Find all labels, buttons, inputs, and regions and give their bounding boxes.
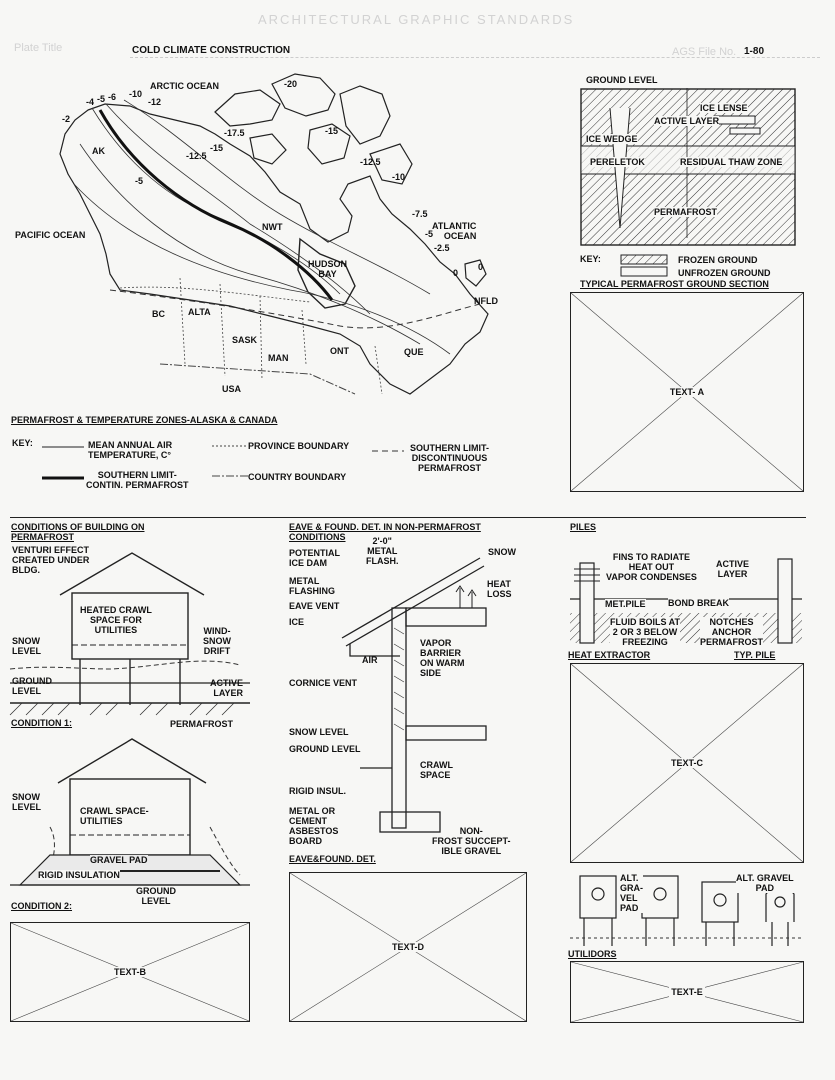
gs-residual-thaw-zone: RESIDUAL THAW ZONE <box>680 157 783 167</box>
key-southern-limit-discontinuous: SOUTHERN LIMIT- DISCONTINUOUS PERMAFROST <box>410 443 489 473</box>
text-b-placeholder <box>10 922 250 1022</box>
map-label-usa: USA <box>222 384 242 394</box>
map-label-man: MAN <box>268 353 289 363</box>
c1-active-layer: ACTIVE LAYER <box>210 678 244 698</box>
isotherm-label: -7.5 <box>412 209 428 219</box>
eave-ground-level: GROUND LEVEL <box>289 744 361 754</box>
c2-gravel-pad: GRAVEL PAD <box>90 855 148 865</box>
page-number: 1-80 <box>744 46 765 57</box>
piles-notches: NOTCHES ANCHOR PERMAFROST <box>700 617 763 647</box>
eave-potential-ice-dam: POTENTIAL ICE DAM <box>289 548 340 568</box>
permafrost-ground-section <box>580 88 796 246</box>
text-d-label: TEXT-D <box>391 942 424 952</box>
text-b-label: TEXT-B <box>113 967 146 977</box>
isotherm-label: -6 <box>108 92 117 102</box>
text-a-label: TEXT- A <box>669 387 705 397</box>
utilidors-alt-gravel-pad-1: ALT. GRA- VEL PAD <box>620 873 643 913</box>
isotherm-label: 0 <box>453 268 459 278</box>
utilidors-alt-gravel-pad-2: ALT. GRAVEL PAD <box>736 873 794 893</box>
piles-active-layer: ACTIVE LAYER <box>716 559 750 579</box>
map-label-nwt: NWT <box>262 222 283 232</box>
c2-rigid-insulation: RIGID INSULATION <box>38 870 120 880</box>
key-province-boundary: PROVINCE BOUNDARY <box>248 441 350 451</box>
c2-snow-level: SNOW LEVEL <box>12 792 42 812</box>
isotherm-label: -5 <box>135 176 144 186</box>
gs-ground-level: GROUND LEVEL <box>586 75 658 85</box>
eave-crawl-space: CRAWL SPACE <box>420 760 453 780</box>
gs-caption: TYPICAL PERMAFROST GROUND SECTION <box>580 279 769 289</box>
map-caption: PERMAFROST & TEMPERATURE ZONES-ALASKA & CANADA <box>11 415 278 425</box>
eave-vapor-barrier: VAPOR BARRIER ON WARM SIDE <box>420 638 465 678</box>
map-label-pacific-ocean: PACIFIC OCEAN <box>15 230 86 240</box>
c1-permafrost: PERMAFROST <box>170 719 233 729</box>
gs-permafrost: PERMAFROST <box>654 207 717 217</box>
piles-fluid-boils: FLUID BOILS AT 2 OR 3 BELOW FREEZING <box>610 617 680 647</box>
eave-ice: ICE <box>289 617 305 627</box>
map-label-arctic-ocean: ARCTIC OCEAN <box>150 81 219 91</box>
isotherm-label: -15 <box>325 126 339 136</box>
c1-venturi-effect: VENTURI EFFECT CREATED UNDER BLDG. <box>12 545 90 575</box>
map-label-alta: ALTA <box>188 307 211 317</box>
key-boundary-samples <box>210 440 250 482</box>
text-d-placeholder <box>289 872 527 1022</box>
eave-caption-2: EAVE&FOUND. DET. <box>289 854 376 864</box>
isotherm-label: -2.5 <box>434 243 450 253</box>
text-e-label: TEXT-E <box>671 987 703 997</box>
isotherm-label: 0 <box>478 262 484 272</box>
piles-bond-break: BOND BREAK <box>668 598 730 608</box>
map-label-nfld: NFLD <box>474 296 498 306</box>
isotherm-label: -10 <box>392 172 406 182</box>
isotherm-label: -2 <box>62 114 71 124</box>
eave-metal-or-cement: METAL OR CEMENT ASBESTOS BOARD <box>289 806 339 846</box>
eave-foundation-drawing <box>340 548 490 848</box>
piles-caption: PILES <box>570 522 597 532</box>
isotherm-label: -5 <box>97 94 106 104</box>
eave-non-frost-gravel: NON- FROST SUCCEPT- IBLE GRAVEL <box>432 826 511 856</box>
eave-metal-flash-dim: 2'-0" METAL FLASH. <box>366 536 399 566</box>
isotherm-label: -12.5 <box>360 157 381 167</box>
text-c-placeholder <box>570 663 804 863</box>
isotherm-label: -17.5 <box>224 128 245 138</box>
map-label-ont: ONT <box>330 346 349 356</box>
isotherm-label: -5 <box>425 229 434 239</box>
c1-snow-level: SNOW LEVEL <box>12 636 42 656</box>
condition1-caption: CONDITION 1: <box>11 718 73 728</box>
eave-heat-loss: HEAT LOSS <box>487 579 512 599</box>
map-label-ak: AK <box>92 146 105 156</box>
map-label-que: QUE <box>404 347 424 357</box>
text-e-placeholder <box>570 961 804 1023</box>
map-label-hudson-bay: HUDSON BAY <box>308 259 348 279</box>
key-title: KEY: <box>12 438 33 448</box>
utilidors-caption: UTILIDORS <box>568 949 617 959</box>
gs-ice-wedge: ICE WEDGE <box>586 134 638 144</box>
faint-sheet-title: ARCHITECTURAL GRAPHIC STANDARDS <box>258 12 575 27</box>
faint-plate-title-label: Plate Title <box>14 42 63 54</box>
c1-ground-level: GROUND LEVEL <box>12 676 52 696</box>
gs-key-swatches <box>620 254 668 278</box>
key-southern-limit-continuous: SOUTHERN LIMIT- CONTIN. PERMAFROST <box>86 470 189 490</box>
gs-key-title: KEY: <box>580 254 601 264</box>
heat-extractor-caption: HEAT EXTRACTOR <box>568 650 651 660</box>
section-divider <box>10 517 806 518</box>
conditions-caption: CONDITIONS OF BUILDING ON PERMAFROST <box>11 522 145 542</box>
eave-snow: SNOW <box>488 547 516 557</box>
eave-snow-level: SNOW LEVEL <box>289 727 349 737</box>
condition2-caption: CONDITION 2: <box>11 901 73 911</box>
c2-crawl-space: CRAWL SPACE- UTILITIES <box>80 806 149 826</box>
eave-rigid-insul: RIGID INSUL. <box>289 786 347 796</box>
c2-ground-level: GROUND LEVEL <box>136 886 176 906</box>
eave-metal-flashing: METAL FLASHING <box>289 576 335 596</box>
map-label-atlantic-ocean: ATLANTIC OCEAN <box>432 221 477 241</box>
key-discontinuous-sample <box>370 446 406 456</box>
typ-pile-caption: TYP. PILE <box>734 650 776 660</box>
c1-wind-snow-drift: WIND- SNOW DRIFT <box>203 626 231 656</box>
isotherm-label: -12 <box>148 97 162 107</box>
key-line-samples <box>40 440 86 490</box>
gs-key-frozen-ground: FROZEN GROUND <box>678 255 758 265</box>
key-mean-annual-temp: MEAN ANNUAL AIR TEMPERATURE, C° <box>88 440 173 460</box>
gs-active-layer: ACTIVE LAYER <box>654 116 720 126</box>
gs-ice-lense: ICE LENSE <box>700 103 748 113</box>
gs-pereletok: PERELETOK <box>590 157 645 167</box>
text-c-label: TEXT-C <box>670 758 703 768</box>
isotherm-label: -10 <box>129 89 143 99</box>
piles-met-pile: MET.PILE <box>605 599 646 609</box>
isotherm-label: -15 <box>210 143 224 153</box>
map-label-bc: BC <box>152 309 165 319</box>
eave-air: AIR <box>362 655 378 665</box>
isotherm-label: -20 <box>284 79 298 89</box>
header-rule <box>130 57 820 58</box>
eave-eave-vent: EAVE VENT <box>289 601 340 611</box>
page-title: COLD CLIMATE CONSTRUCTION <box>132 45 291 56</box>
piles-fins: FINS TO RADIATE HEAT OUT VAPOR CONDENSES <box>606 552 697 582</box>
gs-key-unfrozen-ground: UNFROZEN GROUND <box>678 268 771 278</box>
map-label-sask: SASK <box>232 335 258 345</box>
isotherm-label: -12.5 <box>186 151 207 161</box>
text-a-placeholder <box>570 292 804 492</box>
key-country-boundary: COUNTRY BOUNDARY <box>248 472 347 482</box>
c1-heated-crawl: HEATED CRAWL SPACE FOR UTILITIES <box>80 605 152 635</box>
faint-file-no-label: AGS File No. <box>672 46 737 58</box>
eave-cornice-vent: CORNICE VENT <box>289 678 358 688</box>
isotherm-label: -4 <box>86 97 95 107</box>
eave-caption: EAVE & FOUND. DET. IN NON-PERMAFROST CONDITIONS <box>289 522 481 542</box>
